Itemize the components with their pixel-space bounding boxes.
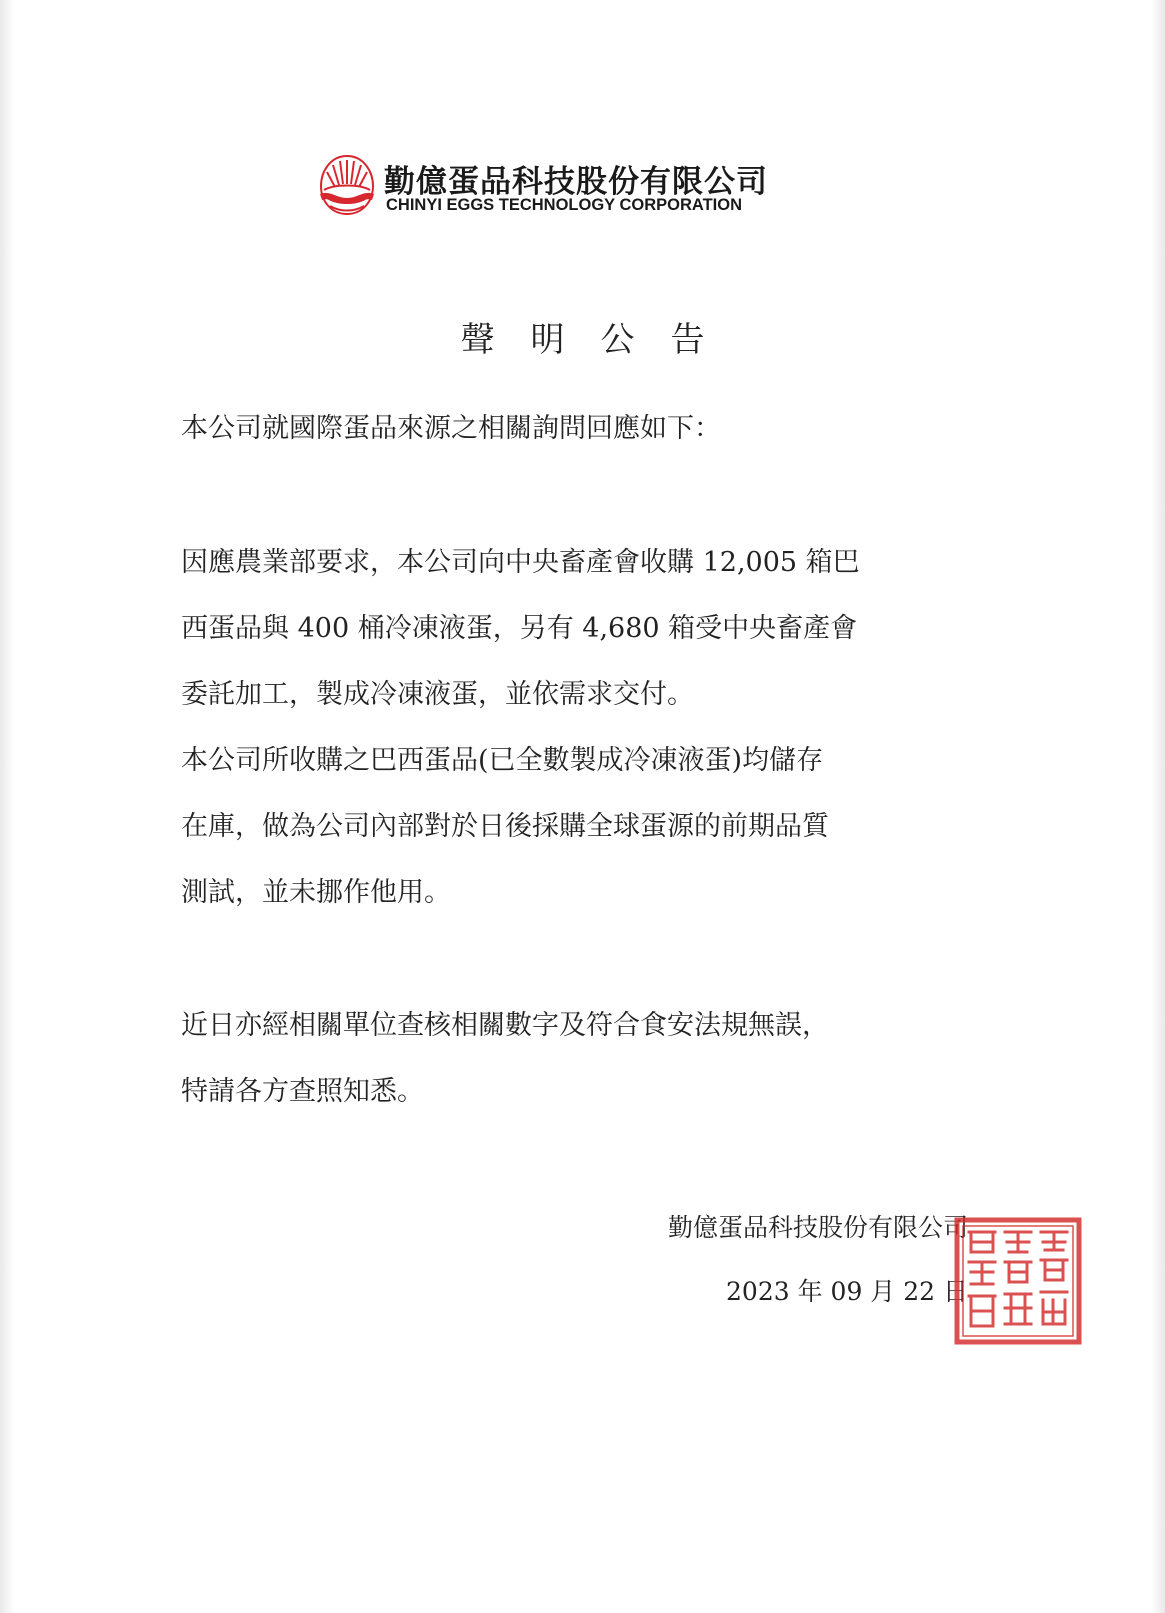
company-name-chinese: 勤億蛋品科技股份有限公司 <box>384 164 768 200</box>
egg-basket-logo-icon <box>316 150 378 220</box>
paragraph-line: 因應農業部要求，本公司向中央畜產會收購 12,005 箱巴 <box>181 547 860 578</box>
letterhead <box>316 150 796 222</box>
paragraph-line: 測試，並未挪作他用。 <box>181 877 451 908</box>
page-shadow-left <box>0 0 14 1613</box>
signature-date: 2023 年 09 月 22 日 <box>726 1277 968 1306</box>
paragraph-line: 在庫，做為公司內部對於日後採購全球蛋源的前期品質 <box>181 811 829 842</box>
paragraph-line: 西蛋品與 400 桶冷凍液蛋，另有 4,680 箱受中央畜產會 <box>181 613 858 644</box>
signature-company: 勤億蛋品科技股份有限公司 <box>667 1213 968 1242</box>
paragraph-conclusion <box>181 993 829 1125</box>
paragraph-purchase <box>181 530 860 728</box>
paragraph-line: 近日亦經相關單位查核相關數字及符合食安法規無誤， <box>181 1010 829 1041</box>
page-title: 聲明公告 <box>460 320 741 360</box>
paragraph-line: 本公司所收購之巴西蛋品(已全數製成冷凍液蛋)均儲存 <box>181 745 824 776</box>
paragraph-line: 委託加工，製成冷凍液蛋，並依需求交付。 <box>181 679 694 710</box>
intro-paragraph <box>181 396 721 462</box>
paragraph-line: 特請各方查照知悉。 <box>181 1076 424 1107</box>
paragraph-storage <box>181 728 829 926</box>
page-shadow-right <box>1151 0 1165 1613</box>
intro-line: 本公司就國際蛋品來源之相關詢問回應如下： <box>181 413 721 444</box>
company-seal-stamp <box>953 1216 1083 1346</box>
company-name-english: CHINYI EGGS TECHNOLOGY CORPORATION <box>386 196 742 214</box>
